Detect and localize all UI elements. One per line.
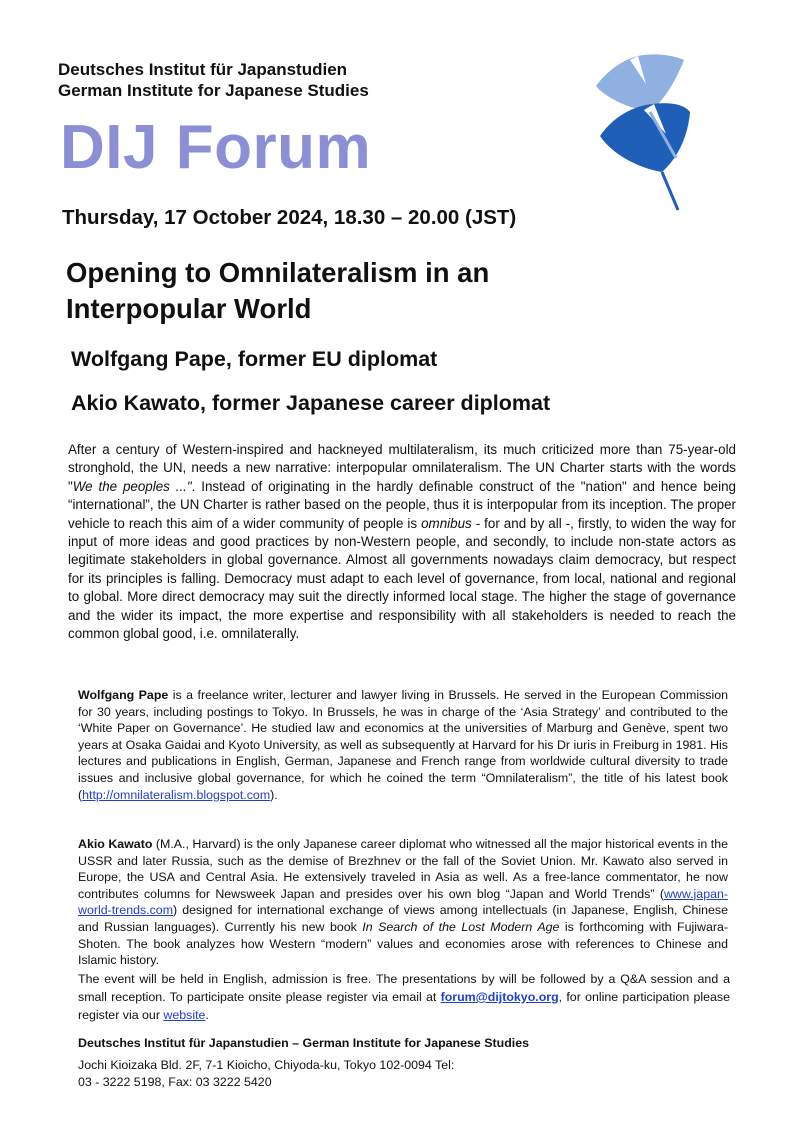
talk-title: Opening to Omnilateralism in an Interpopular World [66,257,490,324]
event-text-3: . [205,1007,209,1022]
footer-address-line1: Jochi Kioizaka Bld. 2F, 7-1 Kioicho, Chiyoda-ku, Tokyo 102-0094 Tel: [78,1058,455,1072]
bio-kawato-text-3: is forthcoming with Fujiwara-Shoten. The book analyzes how Western “modern” values and economies arose with references to Chinese and Islamic history. [78,919,729,968]
japan-world-trends-link[interactable]: www.japan-world-trends.com [78,886,728,918]
bio-kawato [78,836,728,969]
event-text-1: The event will be held in English, admission is free. The presentations by will be followed by a Q&A session and a small reception. To participate onsite please register via email at [78,972,730,1004]
abstract-omnibus: omnibus [421,515,472,531]
bio-kawato-name: Akio Kawato [78,837,153,851]
bio-pape [78,687,728,803]
abstract-text-1: After a century of Western-inspired and hackneyed multilateralism, its much criticized more than 75-year-old stronghold, the UN, needs a new narrative: interpopular omnilateralism. The UN Charter starts with the words " [68,442,736,494]
speaker-kawato: Akio Kawato, former Japanese career diplomat [71,391,551,415]
bio-kawato-text-2: ) designed for international exchange of views among intellectuals (in Japanese, English, Chinese and Russian languages). Currently his new book [78,903,728,934]
leaf-stem-dark-icon [662,172,678,210]
bio-pape-name: Wolfgang Pape [78,688,169,702]
ginkgo-leaf-logo-icon [572,50,692,220]
bio-kawato-text-1: (M.A., Harvard) is the only Japanese career diplomat who witnessed all the major historical events in the USSR and later Russia, such as the demise of Brezhnev or the fall of the Soviet Union. Mr. Kawato also served in Europe, the USA and Central Asia. He extensively traveled in Asia as well. As a free-lance commentator, he now contributes columns for Newsweek Japan and presides over his own blog “Japan and World Trends” ( [78,837,728,901]
website-link[interactable]: website [163,1007,206,1022]
speaker-pape: Wolfgang Pape, former EU diplomat [71,347,438,371]
abstract-quote: We the peoples ..." [72,478,192,494]
event-date: Thursday, 17 October 2024, 18.30 – 20.00 (JST) [62,206,517,229]
abstract-text-2: . Instead of originating in the hardly definable construct of the "nation" and hence being “international”, the UN Charter is rather based on the people, thus it is interpopular from its inception. The proper vehicle to reach this aim of a wider community of people is [68,478,736,531]
dark-leaf-icon [600,103,690,172]
email-link[interactable]: forum@dijtokyo.org [440,989,559,1004]
bio-kawato-book: In Search of the Lost Modern Age [362,919,560,934]
event-info [78,971,730,1024]
institute-name [58,59,369,101]
abstract-paragraph [68,441,736,643]
forum-title: DIJ Forum [60,113,372,182]
bio-pape-text: is a freelance writer, lecturer and lawyer living in Brussels. He served in the European Commission for 30 years, including postings to Tokyo. In Brussels, he was in charge of the ‘Asia Strategy’ and contributed to the ‘White Paper on Governance’. He studied law and economics at the universities of Marburg and Genève, spent two years at Osaka Gaidai and Kyoto University, as well as subsequently at Harvard for his Dr iuris in Freiburg in 1981. His lectures and publications in English, German, Japanese and French range from worldwide cultural diversity to trade issues and inclusive global governance, for which he coined the term “Omnilateralism”, the title of his latest book ( [78,688,728,802]
bio-pape-end: ). [270,787,278,802]
omnilateralism-blog-link[interactable]: http://omnilateralism.blogspot.com [82,787,271,802]
footer-address [78,1057,498,1092]
footer-institute: Deutsches Institut für Japanstudien – German Institute for Japanese Studies [78,1036,529,1050]
abstract-text-3: - for and by all -, firstly, to widen the way for input of more ideas and good practices by non-Western people, and secondly, to include non-state actors as legitimate stakeholders in global governance. Almost all governments nowadays claim democracy, but respect for its principles is falling. Democracy must adapt to each level of governance, from local, national and regional to global. More direct democracy may suit the directly informed local stage. The higher the stage of governance and the wider its impact, the more expertise and responsibility with all stakeholders is needed to reach the common global good, i.e. omnilaterally. [68,515,736,642]
institute-name-en: German Institute for Japanese Studies [58,81,369,100]
event-text-2: , for online participation please register via our [78,989,730,1022]
institute-name-de: Deutsches Institut für Japanstudien [58,60,348,79]
footer-address-line2: 03 - 3222 5198, Fax: 03 3222 5420 [78,1075,272,1090]
